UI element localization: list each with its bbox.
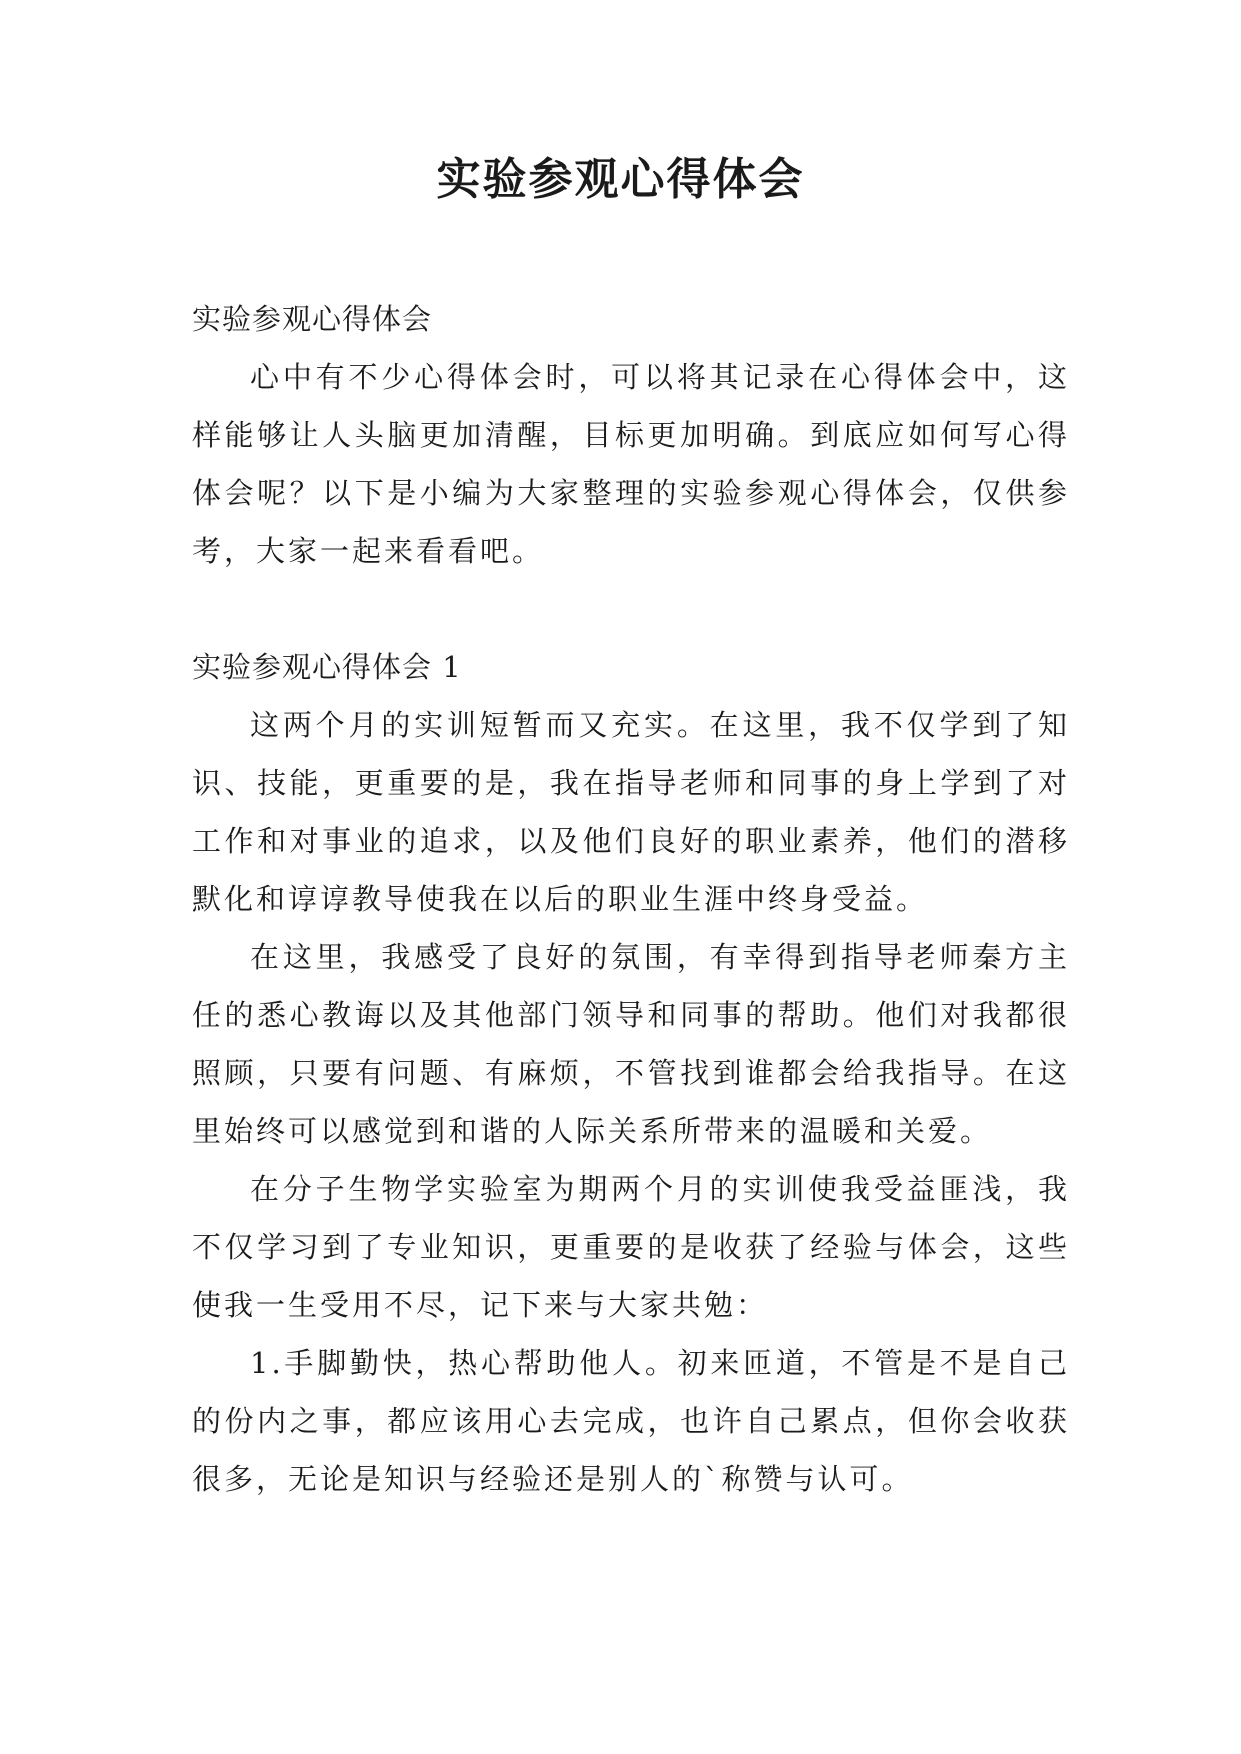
section1-paragraph-4: 1.手脚勤快，热心帮助他人。初来匝道，不管是不是自己的份内之事，都应该用心去完成，也许自己累点，但你会收获很多，无论是知识与经验还是别人的`称赞与认可。 (192, 1346, 1070, 1496)
section1-paragraph-3: 在分子生物学实验室为期两个月的实训使我受益匪浅，我不仅学习到了专业知识，更重要的是收获了经验与体会，这些使我一生受用不尽，记下来与大家共勉： (192, 1172, 1070, 1322)
section1-paragraph-1: 这两个月的实训短暂而又充实。在这里，我不仅学到了知识、技能，更重要的是，我在指导老师和同事的身上学到了对工作和对事业的追求，以及他们良好的职业素养，他们的潜移默化和谆谆教导使我在以后的职业生涯中终身受益。 (192, 708, 1070, 916)
section-spacer (192, 580, 1070, 638)
intro-paragraph: 心中有不少心得体会时，可以将其记录在心得体会中，这样能够让人头脑更加清醒，目标更加明确。到底应如何写心得体会呢？以下是小编为大家整理的实验参观心得体会，仅供参考，大家一起来看看吧。 (192, 360, 1070, 568)
document-body (192, 290, 1070, 1508)
intro-heading: 实验参观心得体会 (192, 302, 433, 336)
section1-heading: 实验参观心得体会 1 (192, 650, 462, 684)
section1-paragraph-2: 在这里，我感受了良好的氛围，有幸得到指导老师秦方主任的悉心教诲以及其他部门领导和同事的帮助。他们对我都很照顾，只要有问题、有麻烦，不管找到谁都会给我指导。在这里始终可以感觉到和谐的人际关系所带来的温暖和关爱。 (192, 940, 1070, 1148)
document-title: 实验参观心得体会 (436, 154, 805, 205)
